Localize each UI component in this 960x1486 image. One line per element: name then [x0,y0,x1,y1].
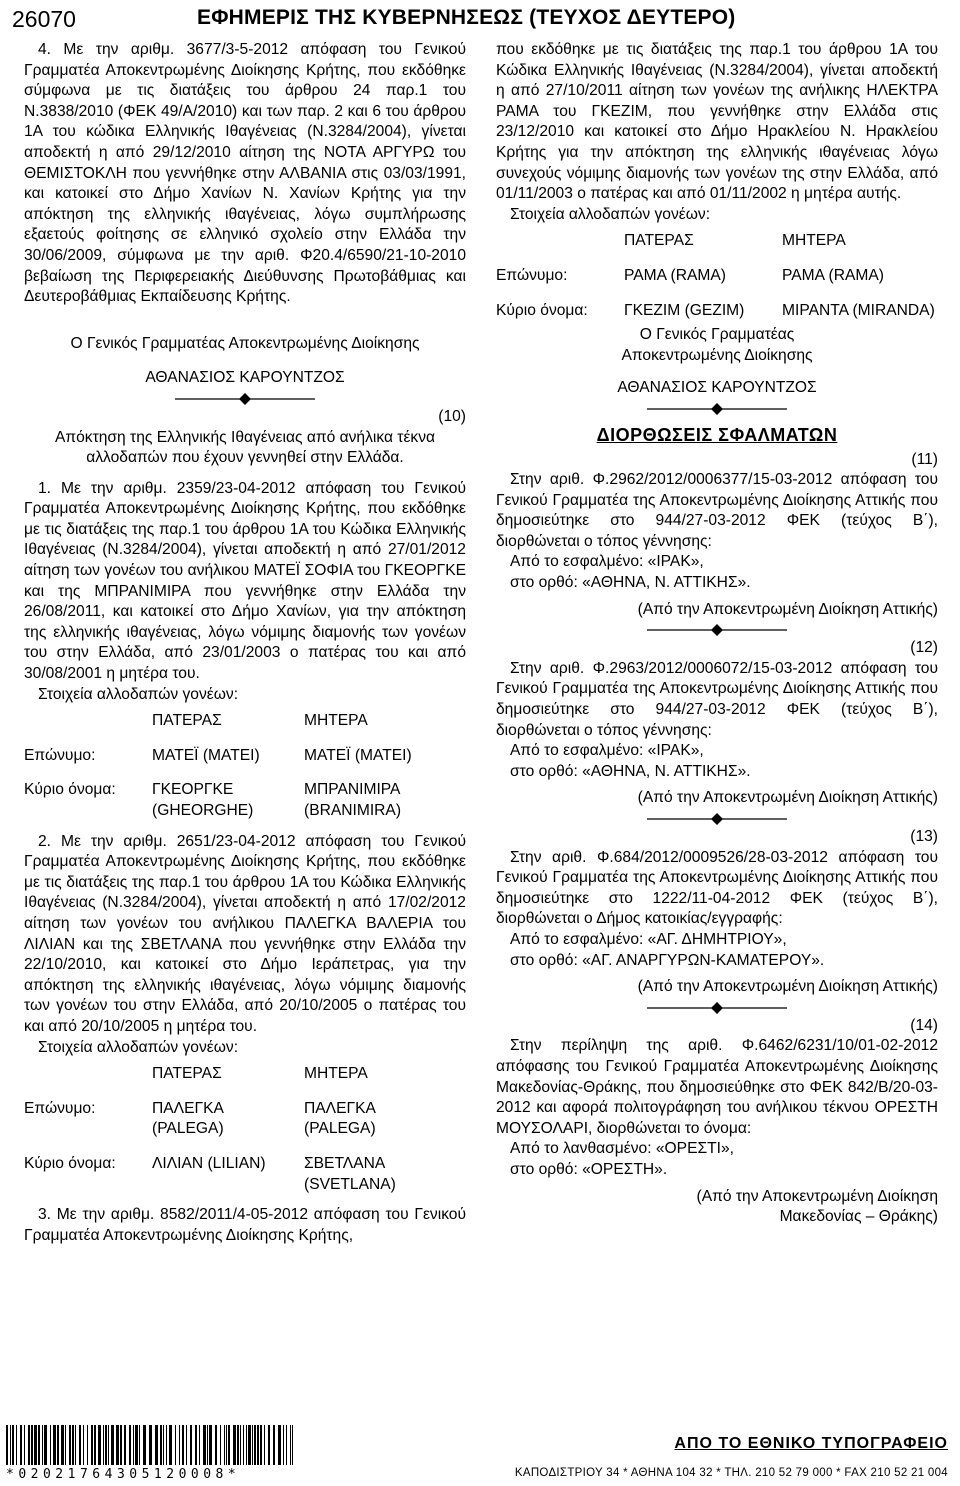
father-header: ΠΑΤΕΡΑΣ [152,1065,222,1083]
father-surname: ΡΑΜΑ (RAMA) [624,266,726,284]
correction-14-source-line-2: Μακεδονίας – Θράκης) [779,1208,938,1226]
parents-label: Στοιχεία αλλοδαπών γονέων: [38,685,239,703]
publisher: ΑΠΟ ΤΟ ΕΘΝΙΚΟ ΤΥΠΟΓΡΑΦΕΙΟ [674,1435,948,1452]
section-10-title-line-2: αλλοδαπών που έχουν γεννηθεί στην Ελλάδα. [86,449,404,467]
mother-surname: ΠΑΛΕΓΚΑ (PALEGA) [304,1099,376,1138]
diamond-separator-icon [647,624,787,636]
page-footer [0,1405,960,1486]
correction-11-wrong: Από το εσφαλμένο: «ΙΡΑΚ», [510,553,704,571]
first-name-label: Κύριο όνομα: [24,781,116,799]
correction-12-source: (Από την Αποκεντρωμένη Διοίκηση Αττικής) [637,789,938,807]
paragraph-3-continued: που εκδόθηκε με τις διατάξεις της παρ.1 του άρθρου 1Α του Κώδικα Ελληνικής Ιθαγένειας (Ν.3284/2004), γίνεται αποδεκτή η από 27/10/2011 αίτηση των γονέων της ανήλικης ΗΛΕΚΤΡΑ ΡΑΜΑ του ΓΚΕΖΙΜ, που γεννήθηκε στην Ελλάδα στις 23/12/2010 και κατοικεί στο Δήμο Ηρακλείου Ν. Ηρακλείου Κρήτης για την απόκτηση της ελληνικής ιθαγένειας λόγω συνεχούς νόμιμης διαμονής των γονέων της στην Ελλάδα, από 01/11/2003 ο πατέρας και από 01/11/2002 η μητέρα αυτής. [496,41,938,203]
father-surname: ΜΑΤΕΪ (MATEI) [152,746,260,764]
mother-first-name: ΜΙΡΑΝΤΑ (MIRANDA) [782,301,935,319]
signature-title-line-1: Ο Γενικός Γραμματέας [639,326,795,344]
first-name-label: Κύριο όνομα: [24,1154,116,1172]
signature-title: Ο Γενικός Γραμματέας Αποκεντρωμένης Διοίκησης [70,334,420,352]
page-header [12,6,948,36]
father-first-name: ΛΙΛΙΑΝ (LILIAN) [152,1154,266,1172]
section-number-10: (10) [438,407,466,425]
first-name-label: Κύριο όνομα: [496,301,588,319]
mother-header: ΜΗΤΕΡΑ [304,712,368,730]
diamond-separator-icon [647,813,787,825]
left-column [24,40,466,1246]
parents-label: Στοιχεία αλλοδαπών γονέων: [38,1038,239,1056]
father-first-name: ΓΚΕΟΡΓΚΕ (GHEORGHE) [152,781,254,819]
paragraph-2: 2. Με την αριθμ. 2651/23-04-2012 απόφαση του Γενικού Γραμματέα Αποκεντρωμένης Διοίκησης Κρήτης, που εκδόθηκε με τις διατάξεις της παρ.1 του άρθρου 1Α του Κώδικα Ελληνικής Ιθαγένειας (Ν.3284/2004), γίνεται αποδεκτή η από 17/02/2012 αίτηση των γονέων του ανήλικου ΠΑΛΕΓΚΑ ΒΑΛΕΡΙΑ του ΛΙΛΙΑΝ και της ΣΒΕΤΛΑΝΑ που γεννήθηκε στην Ελλάδα την 22/10/2010, και κατοικεί στο Δήμο Ιεράπετρας, για την απόκτηση της ελληνικής ιθαγένειας, λόγω νόμιμης διαμονής των γονέων του στην Ελλάδα, από 20/10/2005 ο πατέρας του και από 20/10/2005 η μητέρα του. [24,832,466,1035]
father-header: ΠΑΤΕΡΑΣ [152,712,222,730]
signature-title-line-2: Αποκεντρωμένης Διοίκησης [621,346,813,364]
section-10-title-line-1: Απόκτηση της Ελληνικής Ιθαγένειας από ανήλικα τέκνα [54,428,436,446]
diamond-separator-icon [647,403,787,415]
correction-13-wrong: Από το εσφαλμένο: «ΑΓ. ΔΗΜΗΤΡΙΟΥ», [510,930,787,948]
corrections-title: ΔΙΟΡΘΩΣΕΙΣ ΣΦΑΛΜΑΤΩΝ [596,424,838,445]
correction-12-right: στο ορθό: «ΑΘΗΝΑ, Ν. ΑΤΤΙΚΗΣ». [510,762,751,780]
paragraph-3: 3. Με την αριθμ. 8582/2011/4-05-2012 απόφαση του Γενικού Γραμματέα Αποκεντρωμένης Διοίκησης Κρήτης, [24,1206,466,1244]
section-number-12: (12) [910,639,938,657]
correction-14-right: στο ορθό: «ΟΡΕΣΤΗ». [510,1160,668,1178]
correction-11-source: (Από την Αποκεντρωμένη Διοίκηση Αττικής) [637,600,938,618]
parents-table-1 [24,711,454,821]
father-first-name: ΓΚΕΖΙΜ (GEZIM) [624,301,745,319]
mother-first-name: ΜΠΡΑΝΙΜΙΡΑ (BRANIMIRA) [304,781,402,819]
correction-13-source: (Από την Αποκεντρωμένη Διοίκηση Αττικής) [637,978,938,996]
paragraph-4: 4. Με την αριθμ. 3677/3-5-2012 απόφαση του Γενικού Γραμματέα Αποκεντρωμένης Διοίκησης Κρήτης, που εκδόθηκε σύμφωνα με τις διατάξεις του άρθρου 24 παρ.1 του Ν.3838/2010 (ΦΕΚ 49/Α/2010) και των παρ. 2 και 6 του άρθρου 1Α του κώδικα Ελληνικής Ιθαγένειας (Ν.3284/2004), γίνεται αποδεκτή η από 29/12/2010 αίτηση της ΝΟΤΑ ΑΡΓΥΡΩ του ΘΕΜΙΣΤΟΚΛΗ που γεννήθηκε στην ΑΛΒΑΝΙΑ στις 03/03/1991, και κατοικεί στο Δήμο Χανίων Ν. Χανίων Κρήτης για την απόκτηση της ελληνικής ιθαγένειας, λόγω συμπλήρωσης εξαετούς φοίτησης σε ελληνικό σχολείο στην Ελλάδα την 30/06/2009, σύμφωνα με την αριθ. Φ20.4/6590/21-10-2010 βεβαίωση της Περιφερειακής Διεύθυνσης Πρωτοβάθμιας και Δευτεροβάθμιας Εκπαίδευσης Κρήτης. [24,41,466,306]
publisher-address: ΚΑΠΟΔΙΣΤΡΙΟΥ 34 * ΑΘΗΝΑ 104 32 * ΤΗΛ. 210 52 79 000 * FAX 210 52 21 004 [514,1467,948,1479]
surname-label: Επώνυμο: [496,266,568,284]
mother-header: ΜΗΤΕΡΑ [304,1065,368,1083]
mother-surname: ΡΑΜΑ (RAMA) [782,266,884,284]
barcode-number: *02021764305120008* [6,1467,241,1482]
mother-header: ΜΗΤΕΡΑ [782,232,846,250]
section-number-14: (14) [910,1016,938,1034]
correction-13-text: Στην αριθ. Φ.684/2012/0009526/28-03-2012 απόφαση του Γενικού Γραμματέα της Αποκεντρωμένης Διοίκησης Αττικής που δημοσιεύτηκε στο 1222/11-04-2012 ΦΕΚ (τεύχος Β΄), διορθώνεται ο Δήμος κατοικίας/εγγραφής: [496,848,938,928]
father-surname: ΠΑΛΕΓΚΑ (PALEGA) [152,1099,224,1138]
mother-first-name: ΣΒΕΤΛΑΝΑ (SVETLANA) [304,1154,396,1193]
correction-14-wrong: Από το λανθασμένο: «ΟΡΕΣΤΙ», [510,1140,734,1158]
correction-13-right: στο ορθό: «ΑΓ. ΑΝΑΡΓΥΡΩΝ-ΚΑΜΑΤΕΡΟΥ». [510,951,825,969]
diamond-separator-icon [175,393,315,405]
correction-11-text: Στην αριθ. Φ.2962/2012/0006377/15-03-2012 απόφαση του Γενικού Γραμματέα της Αποκεντρωμένης Διοίκησης Αττικής που δημοσιεύτηκε στο 944/27-03-2012 ΦΕΚ (τεύχος Β΄), διορθώνεται ο τόπος γέννησης: [496,471,938,550]
signature-name: ΑΘΑΝΑΣΙΟΣ ΚΑΡΟΥΝΤΖΟΣ [145,369,345,387]
gazette-title: ΕΦΗΜΕΡΙΣ ΤΗΣ ΚΥΒΕΡΝΗΣΕΩΣ (ΤΕΥΧΟΣ ΔΕΥΤΕΡΟ) [197,6,736,29]
correction-12-text: Στην αριθ. Φ.2963/2012/0006072/15-03-2012 απόφαση του Γενικού Γραμματέα της Αποκεντρωμένης Διοίκησης Αττικής που δημοσιεύτηκε στο 944/27-03-2012 ΦΕΚ (τεύχος Β΄), διορθώνεται ο τόπος γέννησης: [496,659,938,739]
mother-surname: ΜΑΤΕΪ (MATEI) [304,746,412,764]
correction-12-wrong: Από το εσφαλμένο: «ΙΡΑΚ», [510,742,704,760]
page-number: 26070 [12,6,76,32]
right-column [496,40,938,1228]
surname-label: Επώνυμο: [24,1099,96,1117]
correction-14-source-line-1: (Από την Αποκεντρωμένη Διοίκηση [696,1187,938,1205]
diamond-separator-icon [647,1002,787,1014]
barcode-icon [6,1425,296,1465]
paragraph-1: 1. Με την αριθμ. 2359/23-04-2012 απόφαση του Γενικού Γραμματέα Αποκεντρωμένης Διοίκησης Κρήτης, που εκδόθηκε με τις διατάξεις της παρ.1 του άρθρου 1Α του Κώδικα Ελληνικής Ιθαγένειας (Ν.3284/2004), γίνεται αποδεκτή η από 27/01/2012 αίτηση των γονέων του ανήλικου ΜΑΤΕΪ ΣΟΦΙΑ του ΓΚΕΟΡΓΚΕ και της ΜΠΡΑΝΙΜΙΡΑ που γεννήθηκε στην Ελλάδα την 26/08/2011, και κατοικεί στο Δήμο Χανίων, για την απόκτηση της ελληνικής ιθαγένειας, λόγω νόμιμης διαμονής των γονέων του στην Ελλάδα, από 23/01/2003 ο πατέρας του και από 30/08/2001 η μητέρα του. [24,479,466,683]
surname-label: Επώνυμο: [24,746,96,764]
parents-label: Στοιχεία αλλοδαπών γονέων: [510,205,711,223]
father-header: ΠΑΤΕΡΑΣ [624,232,694,250]
parents-table-3 [496,231,938,321]
signature-name: ΑΘΑΝΑΣΙΟΣ ΚΑΡΟΥΝΤΖΟΣ [617,379,817,397]
correction-11-right: στο ορθό: «ΑΘΗΝΑ, Ν. ΑΤΤΙΚΗΣ». [510,574,751,592]
correction-14-text: Στην περίληψη της αριθ. Φ.6462/6231/10/01-02-2012 απόφασης του Γενικού Γραμματέα Αποκεντρωμένης Διοίκησης Μακεδονίας-Θράκης, που δημοσιεύθηκε στο ΦΕΚ 842/Β/20-03-2012 και αφορά πολιτογράφηση του ανήλικου τέκνου ΟΡΕΣΤΗ ΜΟΥΣΟΛΑΡΙ, διορθώνεται το όνομα: [496,1037,938,1137]
section-number-13: (13) [910,828,938,845]
parents-table-2 [24,1064,454,1195]
section-number-11: (11) [911,450,938,468]
